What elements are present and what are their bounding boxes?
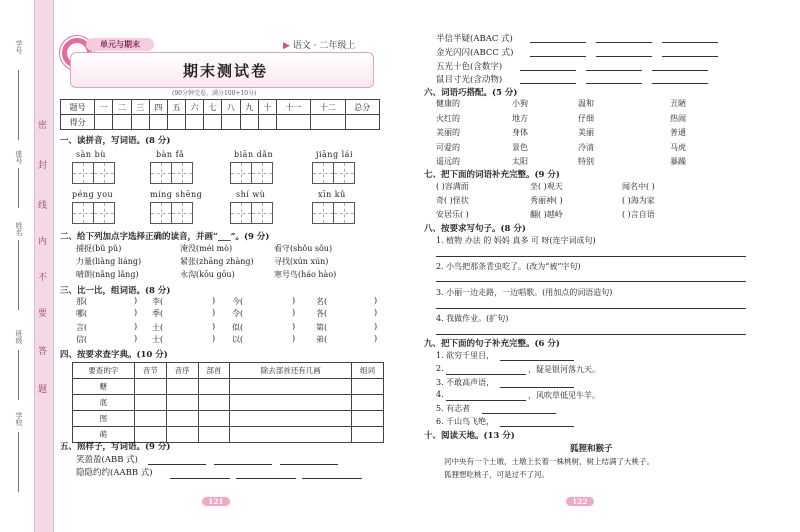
match-word[interactable]: 冷清: [578, 142, 594, 152]
section-heading: 三、比一比，组词语。(8 分): [60, 286, 171, 296]
answer-cell[interactable]: [166, 427, 198, 443]
score-cell[interactable]: [240, 115, 258, 130]
answer-cell[interactable]: [230, 427, 352, 443]
answer-cell[interactable]: [166, 411, 198, 427]
grid-cell[interactable]: [72, 162, 94, 184]
reading-item[interactable]: 紧张(zhāng zhàng): [180, 257, 254, 266]
writing-grid: [230, 202, 272, 224]
score-row: [61, 115, 380, 130]
reading-item[interactable]: 捕捉(bǔ pǔ): [76, 244, 122, 253]
pinyin-label: jiāng lái: [316, 150, 354, 159]
section-heading: 六、词语巧搭配。(5 分): [424, 88, 518, 98]
compare-item: 令(: [232, 309, 244, 318]
score-cell[interactable]: [311, 115, 345, 130]
margin-char: 答: [38, 347, 48, 357]
table-cell: 音节: [134, 363, 166, 379]
table-cell: 要查的字: [73, 363, 135, 379]
margin-char: 线: [38, 201, 48, 211]
table-cell: 六: [186, 100, 204, 115]
margin-char: 不: [38, 273, 48, 283]
answer-cell[interactable]: [198, 395, 230, 411]
writing-grid: [72, 162, 114, 184]
pattern-item: 笑盈盈(ABB 式): [76, 455, 138, 465]
compare-item: 那(: [76, 297, 88, 306]
match-word[interactable]: 暴躁: [670, 157, 686, 166]
match-word[interactable]: 马虎: [670, 142, 686, 152]
compare-item: 以(: [232, 335, 244, 344]
poem-tail: ，风吹草低见牛羊。: [528, 391, 600, 400]
margin-label: 学校: [15, 412, 23, 426]
grid-cell[interactable]: [251, 162, 273, 184]
score-cell[interactable]: [222, 115, 240, 130]
match-word[interactable]: 地方: [512, 113, 528, 123]
section-heading: 七、把下面的词语补充完整。(9 分): [424, 170, 560, 180]
score-cell[interactable]: [167, 115, 185, 130]
score-table: [60, 99, 380, 130]
match-word[interactable]: 健康的: [436, 99, 460, 108]
sentence-task: 2. 小鸟把那条青虫吃了。(改为“被”字句): [436, 262, 581, 271]
grid-cell[interactable]: [93, 202, 115, 224]
answer-cell[interactable]: [134, 411, 166, 427]
match-word[interactable]: 可爱的: [436, 142, 460, 152]
answer-cell[interactable]: [198, 411, 230, 427]
pattern-item: 隐隐约约(AABB 式): [76, 468, 153, 478]
pattern-item: 金光闪闪(ABCC 式): [436, 48, 514, 58]
grid-cell[interactable]: [150, 202, 172, 224]
table-cell: 图: [73, 411, 135, 427]
story-title: 狐狸和猴子: [570, 444, 613, 454]
margin-char: 封: [38, 161, 48, 171]
pinyin-label: míng shēng: [150, 190, 203, 199]
reading-item[interactable]: 寻找(xún xún): [274, 257, 329, 266]
answer-cell[interactable]: [198, 379, 230, 395]
poem-line: 5. 有志者: [436, 404, 471, 413]
table-row: [73, 379, 384, 395]
match-column: [670, 98, 686, 171]
table-cell: 组词: [352, 363, 384, 379]
table-cell: 一: [95, 100, 113, 115]
score-cell[interactable]: [204, 115, 222, 130]
margin-char: 题: [38, 385, 48, 395]
story-line: 狐狸想吃桃子，可是过不了河。: [444, 470, 549, 479]
table-cell: 二: [113, 100, 131, 115]
compare-item: 信(: [76, 335, 88, 344]
reading-item[interactable]: 永沟(kōu gōu): [180, 270, 235, 279]
table-cell: 七: [204, 100, 222, 115]
idiom-item[interactable]: 翻( )越岭: [530, 210, 563, 219]
margin-char: 要: [38, 309, 48, 319]
page-number: 122: [566, 489, 594, 508]
match-column: [578, 98, 594, 171]
match-word[interactable]: 特别: [578, 157, 594, 166]
score-cell[interactable]: [149, 115, 167, 130]
grid-cell[interactable]: [93, 162, 115, 184]
grid-cell[interactable]: [312, 202, 334, 224]
answer-cell[interactable]: [134, 395, 166, 411]
table-cell: 底: [73, 395, 135, 411]
reading-item[interactable]: 淹没(méi mò): [180, 244, 233, 253]
compare-item: 李(: [152, 297, 164, 306]
pattern-item: 鼠目寸光(含动物): [436, 75, 503, 85]
table-cell: 十: [258, 100, 276, 115]
compare-item: 名(: [316, 297, 328, 306]
table-cell: 四: [149, 100, 167, 115]
grid-cell[interactable]: [72, 202, 94, 224]
poem-tail: ，疑是银河落九天。: [528, 365, 600, 374]
writing-grid: [150, 202, 192, 224]
grid-cell[interactable]: [333, 162, 355, 184]
page-number: 121: [202, 489, 230, 508]
table-cell: 除去部首还有几画: [230, 363, 352, 379]
sentence-task: 3. 小丽一边走路，一边唱歌。(用加点的词语造句): [436, 288, 613, 297]
table-cell: 萌: [73, 427, 135, 443]
table-cell: 八: [222, 100, 240, 115]
reading-item[interactable]: 晴朗(nǎng lǎng): [76, 270, 139, 279]
compare-item: 季(: [152, 309, 164, 318]
exam-note: (90分钟完卷，满分100+10分): [172, 90, 257, 97]
subject-label: ▶ 语文 · 二年级上: [283, 41, 356, 51]
writing-grid: [72, 202, 114, 224]
writing-grid: [230, 162, 272, 184]
answer-cell[interactable]: [230, 395, 352, 411]
pinyin-label: sàn bù: [76, 150, 106, 159]
answer-cell[interactable]: [230, 379, 352, 395]
answer-cell[interactable]: [134, 379, 166, 395]
unit-banner: 单元与期末: [86, 38, 154, 51]
writing-grid: [312, 202, 354, 224]
match-word[interactable]: 仔细: [578, 113, 594, 123]
sentence-task: 1. 植物 办法 的 妈妈 真多 可 呀(连字词成句): [436, 236, 596, 245]
score-cell[interactable]: [113, 115, 131, 130]
table-cell: 十一: [276, 100, 310, 115]
pinyin-label: shí wù: [236, 190, 266, 199]
score-cell[interactable]: [95, 115, 113, 130]
match-word[interactable]: 丑陋: [670, 99, 686, 108]
table-cell: 十二: [311, 100, 345, 115]
answer-cell[interactable]: [166, 379, 198, 395]
score-cell[interactable]: [276, 115, 310, 130]
idiom-item[interactable]: 闻名中( ): [622, 182, 655, 191]
reading-item[interactable]: 力量(liàng liáng): [76, 257, 142, 266]
grid-cell[interactable]: [230, 162, 252, 184]
section-heading: 五、照样子，写词语。(9 分): [60, 442, 171, 452]
match-word[interactable]: 温和: [578, 99, 594, 108]
idiom-item[interactable]: ( )海为家: [622, 196, 655, 205]
answer-cell[interactable]: [352, 411, 384, 427]
grid-cell[interactable]: [171, 202, 193, 224]
answer-cell[interactable]: [198, 427, 230, 443]
idiom-item[interactable]: ( )容满面: [436, 182, 469, 191]
match-word[interactable]: 小狗: [512, 99, 528, 108]
score-cell[interactable]: [131, 115, 149, 130]
grid-cell[interactable]: [150, 162, 172, 184]
match-word[interactable]: 火红的: [436, 113, 460, 123]
answer-cell[interactable]: [166, 395, 198, 411]
section-heading: 十、阅读天地。(13 分): [424, 431, 515, 441]
pinyin-label: biān dǎn: [234, 150, 274, 159]
section-heading: 八、按要求写句子。(8 分): [424, 224, 526, 234]
margin-char: 内: [38, 237, 48, 247]
margin-label: 学号: [15, 40, 23, 54]
poem-line: 3. 不敢高声语，: [436, 378, 495, 387]
score-header-row: [61, 100, 380, 115]
idiom-item[interactable]: 秀丽神( ): [530, 196, 563, 205]
compare-item: 今(: [232, 297, 244, 306]
table-row: [73, 411, 384, 427]
idiom-item[interactable]: 坐( )观天: [530, 182, 563, 191]
writing-grid: [150, 162, 192, 184]
table-cell: 三: [131, 100, 149, 115]
reading-item[interactable]: 看守(shǒu sǒu): [274, 244, 333, 253]
writing-grid: [312, 162, 354, 184]
margin-char: 密: [38, 121, 48, 131]
compare-item: 各(: [316, 309, 328, 318]
answer-cell[interactable]: [230, 411, 352, 427]
table-cell: 部首: [198, 363, 230, 379]
table-header-row: [73, 363, 384, 379]
score-cell[interactable]: [258, 115, 276, 130]
table-cell: 九: [240, 100, 258, 115]
grid-cell[interactable]: [333, 202, 355, 224]
grid-cell[interactable]: [171, 162, 193, 184]
compare-item: 士(: [152, 335, 164, 344]
poem-line: 2.: [436, 364, 444, 373]
margin-label: 座号: [15, 150, 23, 164]
pattern-item: 五光十色(含数字): [436, 62, 503, 72]
pinyin-label: xīn kǔ: [318, 190, 346, 199]
match-word[interactable]: 身体: [512, 128, 528, 137]
idiom-item[interactable]: ( )言自语: [622, 210, 655, 219]
compare-item: 土(: [152, 323, 164, 332]
compare-item: 言(: [76, 323, 88, 332]
match-word[interactable]: 美丽的: [436, 128, 460, 137]
answer-cell[interactable]: [352, 427, 384, 443]
match-word[interactable]: 美丽: [578, 128, 594, 137]
match-word[interactable]: 普通: [670, 128, 686, 137]
margin-label: 姓名: [15, 222, 23, 236]
compare-item: 哪(: [76, 309, 88, 318]
section-heading: 一、读拼音，写词语。(8 分): [60, 136, 171, 146]
compare-item: 弟(: [316, 335, 328, 344]
score-cell[interactable]: [186, 115, 204, 130]
match-word[interactable]: 热闹: [670, 113, 686, 123]
idiom-item[interactable]: 奇( )怪状: [436, 196, 469, 205]
reading-item[interactable]: 寒号鸟(háo hào): [274, 270, 337, 279]
binding-margin-strip: [34, 0, 54, 532]
pinyin-label: péng you: [72, 190, 114, 199]
section-heading: 二、给下列加点字选择正确的读音，并画“___”。(9 分): [60, 232, 270, 242]
answer-cell[interactable]: [352, 395, 384, 411]
match-word[interactable]: 景色: [512, 142, 528, 152]
match-column: [512, 98, 528, 171]
pinyin-label: bàn fǎ: [156, 150, 185, 159]
match-column: [436, 98, 460, 171]
table-cell: 五: [167, 100, 185, 115]
answer-cell[interactable]: [352, 379, 384, 395]
idiom-item[interactable]: 安居乐( ): [436, 210, 469, 219]
section-heading: 四、按要求查字典。(10 分): [60, 350, 168, 360]
table-row: [73, 395, 384, 411]
table-cell: 得分: [61, 115, 95, 130]
table-cell: 糖: [73, 379, 135, 395]
poem-line: 4.: [436, 390, 444, 399]
story-line: 河中央有一个土墩，土墩上长着一株桃树，树上结满了大桃子。: [444, 457, 654, 466]
page-title: 期末测试卷: [183, 62, 269, 80]
compare-item: 第(: [316, 323, 328, 332]
table-cell: 音序: [166, 363, 198, 379]
poem-line: 1. 欲穷千里目，: [436, 351, 495, 360]
compare-item: 似(: [232, 323, 244, 332]
score-cell[interactable]: [345, 115, 380, 130]
poem-line: 6. 千山鸟飞绝，: [436, 417, 495, 426]
grid-cell[interactable]: [251, 202, 273, 224]
grid-cell[interactable]: [230, 202, 252, 224]
match-word[interactable]: 太阳: [512, 157, 528, 166]
sentence-task: 4. 我做作业。(扩句): [436, 314, 509, 323]
table-cell: 题号: [61, 100, 95, 115]
pattern-item: 半信半疑(ABAC 式): [436, 34, 513, 44]
section-heading: 九、把下面的句子补充完整。(6 分): [424, 339, 560, 349]
dictionary-table: [72, 362, 384, 443]
margin-label: 班级: [15, 330, 23, 344]
match-word[interactable]: 遥远的: [436, 157, 460, 166]
table-cell: 总分: [345, 100, 380, 115]
grid-cell[interactable]: [312, 162, 334, 184]
